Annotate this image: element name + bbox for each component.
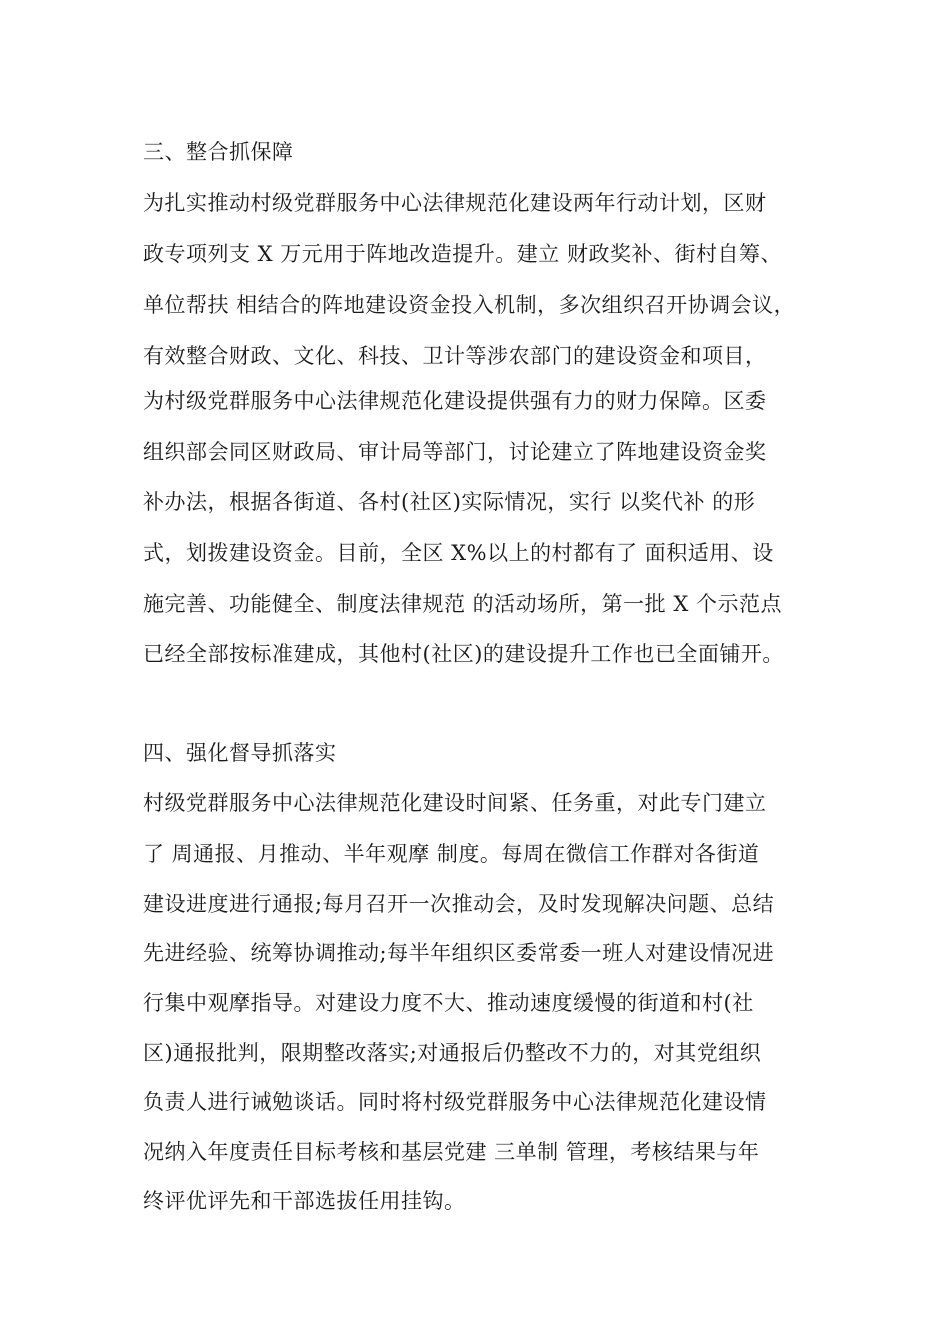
section-4-heading: 四、强化督导抓落实 <box>143 741 337 765</box>
section-3-line: 为扎实推动村级党群服务中心法律规范化建设两年行动计划，区财 <box>143 191 767 215</box>
section-3-line: 为村级党群服务中心法律规范化建设提供强有力的财力保障。区委 <box>143 389 767 413</box>
section-4-line: 况纳入年度责任目标考核和基层党建 三单制 管理，考核结果与年 <box>143 1140 760 1164</box>
section-4-line: 了 周通报、月推动、半年观摩 制度。每周在微信工作群对各街道 <box>143 842 760 866</box>
section-4-line: 行集中观摩指导。对建设力度不大、推动速度缓慢的街道和村(社 <box>143 991 754 1015</box>
section-3-line: 有效整合财政、文化、科技、卫计等涉农部门的建设资金和项目， <box>143 344 767 368</box>
section-3-line: 施完善、功能健全、制度法律规范 的活动场所，第一批 X 个示范点 <box>143 592 782 616</box>
section-4-line: 终评优评先和干部选拔任用挂钩。 <box>143 1189 466 1213</box>
section-3-line: 式，划拨建设资金。目前，全区 X%以上的村都有了 面积适用、设 <box>143 541 774 565</box>
section-3-line: 已经全部按标准建成，其他村(社区)的建设提升工作也已全面铺开。 <box>143 642 784 666</box>
section-3-line: 政专项列支 X 万元用于阵地改造提升。建立 财政奖补、街村自筹、 <box>143 242 782 266</box>
section-4-line: 建设进度进行通报;每月召开一次推动会，及时发现解决问题、总结 <box>143 892 775 916</box>
section-4-line: 先进经验、统筹协调推动;每半年组织区委常委一班人对建设情况进 <box>143 941 775 965</box>
section-3-heading: 三、整合抓保障 <box>143 140 294 164</box>
section-3-line: 补办法，根据各街道、各村(社区)实际情况，实行 以奖代补 的形 <box>143 490 756 514</box>
section-4-line: 负责人进行诫勉谈话。同时将村级党群服务中心法律规范化建设情 <box>143 1090 767 1114</box>
section-4-line: 区)通报批判，限期整改落实;对通报后仍整改不力的，对其党组织 <box>143 1041 762 1065</box>
section-3-line: 组织部会同区财政局、审计局等部门，讨论建立了阵地建设资金奖 <box>143 440 767 464</box>
section-3-line: 单位帮扶 相结合的阵地建设资金投入机制，多次组织召开协调会议， <box>143 293 796 317</box>
section-4-line: 村级党群服务中心法律规范化建设时间紧、任务重，对此专门建立 <box>143 791 767 815</box>
